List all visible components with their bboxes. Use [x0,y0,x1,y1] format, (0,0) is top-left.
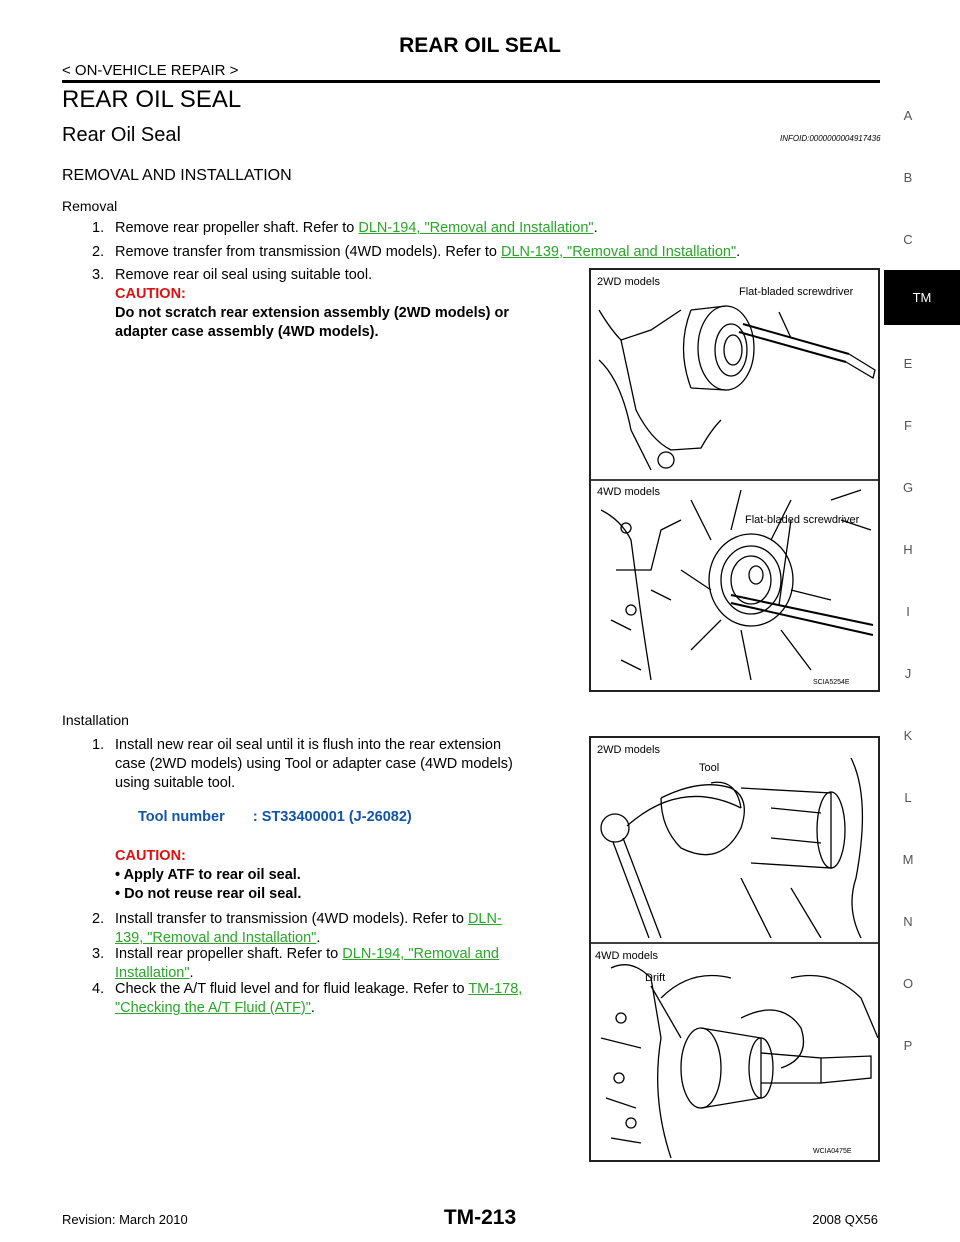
removal-caution-line2: adapter case assembly (4WD models). [115,324,379,340]
figure-removal-drawing [591,270,878,690]
step-end: . [189,965,194,981]
install-caution-bullet-1: • Apply ATF to rear oil seal. [115,867,301,883]
step-number: 2. [92,244,105,260]
side-index-l[interactable]: L [904,790,912,805]
step-end: . [310,1000,315,1016]
side-index-m[interactable]: M [902,852,914,867]
side-index-f[interactable]: F [904,418,912,433]
link-dln-139-install[interactable]: DLN- [467,911,502,927]
install-step-4-line1 [115,980,581,999]
step-text: Remove rear oil seal using suitable tool. [115,267,373,283]
step-end: . [316,930,321,946]
procedure-heading: REMOVAL AND INSTALLATION [62,167,292,184]
link-dln-194[interactable]: DLN-194, "Removal and Installation" [358,220,594,236]
fig1-label-2wd: 2WD models [597,276,660,288]
step-number: 4. [92,981,105,997]
link-dln-194-install[interactable]: DLN-194, "Removal and [342,946,499,962]
figure-installation-drawing [591,738,878,1160]
fig1-label-tool-4wd: Flat-bladed screwdriver [745,514,860,526]
info-id: INFOID:0000000004917436 [780,134,881,143]
section-title: REAR OIL SEAL [62,86,242,113]
side-index-h[interactable]: H [903,542,913,557]
fig1-label-tool-2wd: Flat-bladed screwdriver [739,286,854,298]
side-index-j[interactable]: J [904,666,912,681]
page-header-title: REAR OIL SEAL [399,34,561,57]
link-tm-178[interactable]: TM-178, [468,981,523,997]
figure-installation [589,736,880,1162]
side-index-b[interactable]: B [903,170,913,185]
step-number: 3. [92,267,105,283]
step-number: 1. [92,737,105,753]
side-index-k[interactable]: K [903,728,913,743]
section-subtitle: Rear Oil Seal [62,124,181,146]
link-dln-194-install-cont[interactable]: Installation" [115,965,190,981]
install-step-3-line1 [115,945,581,964]
link-dln-139-install-cont[interactable]: 139, "Removal and Installation" [115,930,317,946]
install-caution-label: CAUTION: [115,848,186,864]
fig2-label-drift: Drift [645,972,666,984]
install-step-4-num-block [92,980,104,999]
link-dln-139[interactable]: DLN-139, "Removal and Installation" [500,244,737,260]
removal-label: Removal [62,198,118,214]
fig2-label-4wd: 4WD models [595,950,658,962]
step-text: Remove rear propeller shaft. Refer to [115,220,359,236]
removal-caution-line1: Do not scratch rear extension assembly (2WD models) or [115,305,510,321]
figure-removal [589,268,880,692]
page-number: TM-213 [443,1206,517,1229]
fig2-label-tool: Tool [699,762,720,774]
side-index-tm-selected[interactable]: TM [884,270,960,325]
install-step-4-line2 [115,999,315,1018]
install-step-1-line1: Install new rear oil seal until it is flush into the rear extension [115,737,502,753]
model-year: 2008 QX56 [812,1212,878,1227]
install-caution-bullet-2: • Do not reuse rear oil seal. [115,886,302,902]
step-number: 3. [92,946,105,962]
side-index-a[interactable]: A [903,108,913,123]
side-index-e[interactable]: E [903,356,913,371]
link-tm-178-cont[interactable]: "Checking the A/T Fluid (ATF)" [115,1000,311,1016]
fig2-label-2wd: 2WD models [597,744,660,756]
side-index-p[interactable]: P [903,1038,913,1053]
side-index-i[interactable]: I [906,604,910,619]
side-index-n[interactable]: N [903,914,913,929]
side-index-g[interactable]: G [902,480,914,495]
fig1-code: SCIA5254E [813,679,850,686]
install-step-3-num-block [92,945,104,964]
side-index-o[interactable]: O [902,976,914,991]
install-step-2-line1 [115,910,581,929]
step-text: Install transfer to transmission (4WD models). Refer to [115,911,468,927]
step-text: Install rear propeller shaft. Refer to [115,946,343,962]
install-step-1-line2: case (2WD models) using Tool or adapter case (4WD models) [115,756,513,772]
revision-date: Revision: March 2010 [62,1212,188,1227]
fig2-code: WCIA0475E [813,1148,852,1155]
step-end: . [736,244,741,260]
step-number: 1. [92,220,105,236]
header-rule [62,80,880,83]
removal-caution-label: CAUTION: [115,286,186,302]
step-text: Check the A/T fluid level and for fluid leakage. Refer to [115,981,469,997]
fig1-label-4wd: 4WD models [597,486,660,498]
step-number: 2. [92,911,105,927]
installation-label: Installation [62,712,129,728]
step-text: Remove transfer from transmission (4WD models). Refer to [115,244,501,260]
page-header-subtitle: < ON-VEHICLE REPAIR > [62,62,239,79]
install-step-1-line3: using suitable tool. [115,775,236,791]
side-index-c[interactable]: C [903,232,913,247]
tool-number: Tool number : ST33400001 (J-26082) [138,809,412,825]
step-end: . [593,220,598,236]
